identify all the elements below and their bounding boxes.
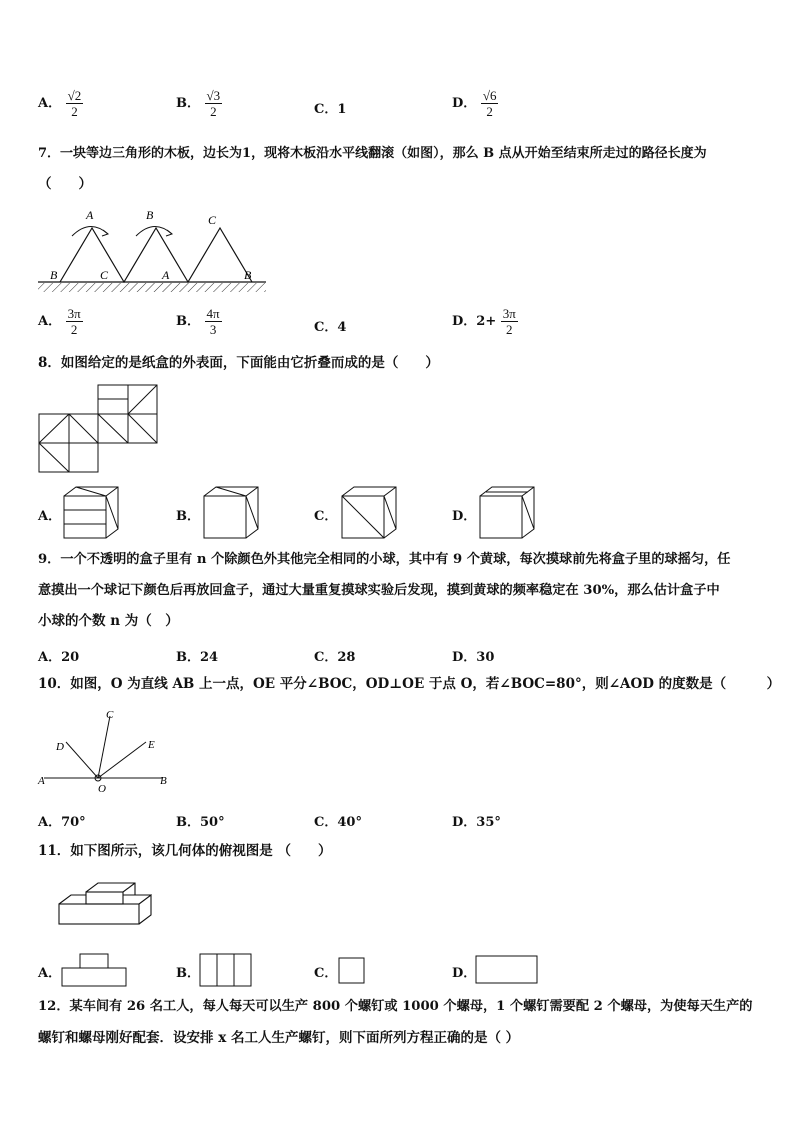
q9-option-a: A．20	[38, 650, 80, 665]
q7-option-b: B． $\frac{4\pi}{3}$	[176, 306, 220, 337]
q9-option-d: D．30	[452, 650, 495, 665]
q10-option-b: B．50°	[176, 815, 225, 830]
q7-label-a-bottom: A	[162, 268, 170, 282]
q10-option-a: A．70°	[38, 815, 86, 830]
q9-stem-line3: 小球的个数 n 为（ ）	[38, 613, 179, 629]
q9-option-b: B．24	[176, 650, 219, 665]
q7-label-a-top: A	[86, 208, 94, 222]
q10-label-d: D	[56, 741, 64, 753]
q8-option-b-cube	[200, 484, 264, 542]
q7-label-b-left: B	[50, 268, 58, 282]
q10-option-c: C．40°	[314, 815, 362, 830]
q12-stem-line2: 螺钉和螺母刚好配套．设安排 x 名工人生产螺钉，则下面所列方程正确的是（ ）	[38, 1030, 520, 1046]
q11-option-c-label: C．	[314, 966, 338, 981]
q10-label-a: A	[38, 775, 45, 787]
q10-label-c: C	[106, 709, 114, 721]
q10-label-o: O	[98, 783, 106, 795]
q6-option-a: A． $\frac{√2}{2}$	[38, 88, 82, 119]
q11-option-c-view	[337, 956, 367, 986]
q7-label-c-bottom: C	[100, 268, 109, 282]
q7-stem-line2: （ ）	[38, 176, 92, 192]
q8-option-a-cube	[60, 484, 124, 542]
q11-option-a-view	[60, 952, 130, 988]
q9-stem-line1: 9．一个不透明的盒子里有 n 个除颜色外其他完全相同的小球，其中有 9 个黄球，每次摸球前先将盒子里的球摇匀，任	[38, 552, 731, 567]
q8-net-figure	[36, 383, 162, 475]
q8-option-b-label: B．	[176, 509, 200, 524]
q11-solid-figure	[56, 880, 156, 930]
q11-stem: 11．如下图所示，该几何体的俯视图是 （ ）	[38, 843, 332, 859]
q8-option-a-label: A．	[38, 509, 62, 524]
q10-angle-figure	[36, 704, 176, 796]
q8-option-c-cube	[338, 484, 402, 542]
q6-option-c: C．1	[314, 102, 347, 117]
q10-label-e: E	[148, 739, 155, 751]
q10-label-b: B	[160, 775, 167, 787]
q7-label-b-top: B	[146, 208, 154, 222]
q6-option-d-fraction: $\frac{√6}{2}$	[482, 88, 497, 119]
q8-option-c-label: C．	[314, 509, 338, 524]
q7-label-c-top: C	[208, 213, 217, 227]
q11-option-d-view	[474, 954, 540, 986]
q6-option-a-fraction: $\frac{√2}{2}$	[67, 88, 82, 119]
q11-option-b-view	[198, 952, 256, 988]
q8-option-d-label: D．	[452, 509, 477, 524]
q10-stem: 10．如图，O 为直线 AB 上一点，OE 平分∠BOC，OD⊥OE 于点 O，若∠BOC=80°，则∠AOD 的度数是（ ）	[38, 676, 781, 692]
q11-option-a-label: A．	[38, 966, 62, 981]
q7-label-b-right: B	[244, 268, 252, 282]
q9-stem-line2: 意摸出一个球记下颜色后再放回盒子，通过大量重复摸球实验后发现，摸到黄球的频率稳定在 30%，那么估计盒子中	[38, 583, 720, 598]
q8-stem: 8．如图给定的是纸盒的外表面，下面能由它折叠而成的是（ ）	[38, 355, 439, 371]
q9-option-c: C．28	[314, 650, 356, 665]
q6-option-b: B． $\frac{√3}{2}$	[176, 88, 221, 119]
q11-option-d-label: D．	[452, 966, 477, 981]
q10-option-d: D．35°	[452, 815, 501, 830]
q8-option-d-cube	[476, 484, 540, 542]
q11-option-b-label: B．	[176, 966, 200, 981]
q7-option-d: D．2+ $\frac{3\pi}{2}$	[452, 306, 516, 337]
q6-option-b-fraction: $\frac{√3}{2}$	[206, 88, 221, 119]
q7-stem-line1: 7．一块等边三角形的木板，边长为1，现将木板沿水平线翻滚（如图），那么 B 点从开始至结束所走过的路径长度为	[38, 146, 707, 161]
q7-option-a: A． $\frac{3\pi}{2}$	[38, 306, 81, 337]
q12-stem-line1: 12．某车间有 26 名工人，每人每天可以生产 800 个螺钉或 1000 个螺母，1 个螺钉需要配 2 个螺母，为使每天生产的	[38, 999, 753, 1014]
q7-option-c: C．4	[314, 320, 347, 335]
q6-option-d: D． $\frac{√6}{2}$	[452, 88, 497, 119]
